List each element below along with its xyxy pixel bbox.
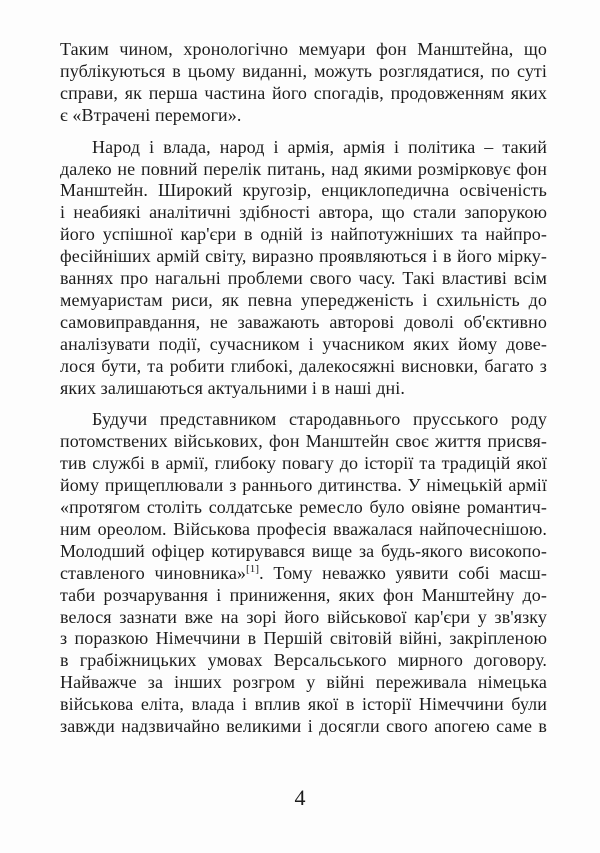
text-line: справи, як перша частина його спогадів, продовженням яких: [60, 82, 547, 103]
text-line: велося зазнати вже на зорі його військової кар'єри у зв'язку: [60, 606, 547, 627]
text-line: тив службі в армії, глибоку повагу до історії та традицій якої: [60, 453, 547, 474]
text-line: таби розчарування і приниження, яких фон Манштейну до-: [60, 584, 547, 605]
text-line: Таким чином, хронологічно мемуари фон Манштейна, що: [60, 39, 547, 59]
text-line: мемуаристам риси, як певна упередженість і схильність до: [60, 289, 547, 310]
text-line: далеко не повний перелік питань, над якими розмірковує фон: [60, 158, 547, 179]
text-line: самовиправдання, не заважають авторові доволі об'єктивно: [60, 311, 547, 332]
text-line: потомствених військових, фон Манштейн своє життя присвя-: [60, 431, 547, 452]
text-line: аналізувати події, сучасником і учасником яких йому дове-: [60, 333, 547, 354]
text-line: лося бути, та робити глибокі, далекосяжні висновки, багато з: [60, 355, 547, 376]
text-line: в грабіжницьких умовах Версальського мирного договору.: [60, 650, 547, 671]
text-line: йому прищеплювали з раннього дитинства. У німецькій армії: [60, 475, 547, 496]
text-line: публікуються в цьому виданні, можуть розглядатися, по суті: [60, 60, 547, 81]
text-line: Манштейн. Широкий кругозір, енциклопедична освіченість: [60, 180, 547, 201]
page-number: 4: [294, 785, 306, 810]
text-line: його успішної кар'єри в одній із найпотужніших та найпро-: [60, 224, 547, 245]
text-line: ваннях про нагальні проблеми свого часу. Такі властиві всім: [60, 268, 547, 288]
text-fragment: . Тому неважко уявити собі масш-: [259, 562, 547, 583]
text-line: завжди надзвичайно великими і досягли свого апогею саме в: [60, 716, 547, 736]
text-line: Народ і влада, народ і армія, армія і політика – такий: [92, 136, 547, 157]
text-line: ним ореолом. Військова професія вважалася найпочеснішою.: [60, 518, 547, 539]
text-line: і неабиякі аналітичні здібності автора, що стали запорукою: [60, 202, 547, 223]
footnote-reference[interactable]: [1]: [246, 562, 260, 575]
text-line: фесійніших армій світу, виразно проявляються і в його мірку-: [60, 246, 547, 267]
text-line: військова еліта, влада і вплив якої в історії Німеччини були: [60, 694, 547, 715]
text-line: Найважче за інших розгром у війні переживала німецька: [60, 672, 547, 693]
text-line: «протягом століть солдатське ремесло було овіяне романтич-: [60, 497, 547, 517]
text-fragment: ставленого чиновника»: [60, 562, 247, 583]
text-line: Молодший офіцер котирувався вище за будь-якого високопо-: [60, 540, 547, 561]
text-line: яких залишаються актуальними і в наші дні.: [60, 377, 405, 398]
text-line: є «Втрачені перемоги».: [60, 104, 242, 125]
text-line-with-footnote: [60, 562, 547, 584]
text-line: з поразкою Німеччини в Першій світовій війні, закріпленою: [60, 628, 547, 649]
text-line: Будучи представником стародавнього прусського роду: [92, 409, 547, 430]
